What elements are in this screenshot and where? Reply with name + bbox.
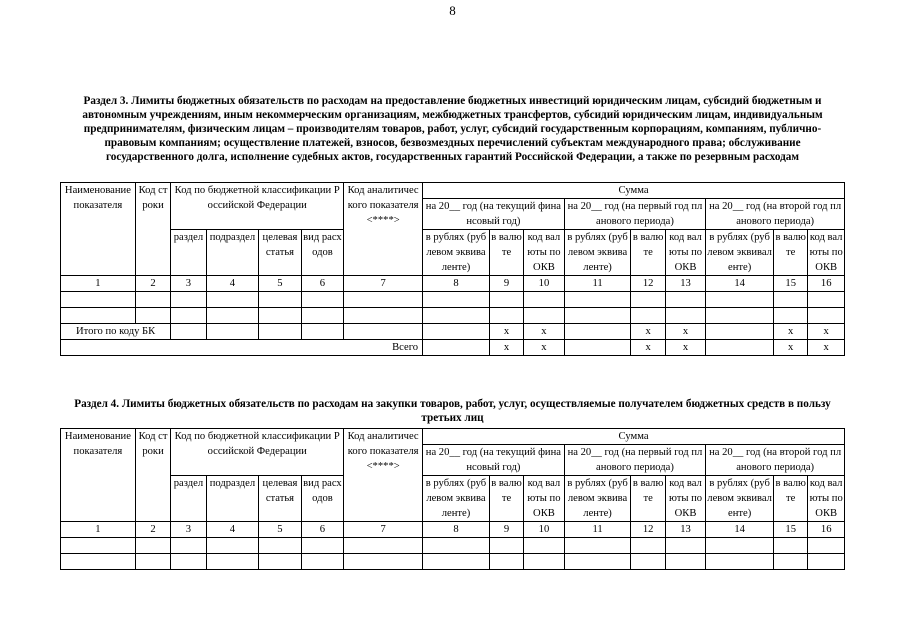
header-currency-code: код валюты по ОКВ [808,230,845,276]
header-year-current: на 20__ год (на текущий финансовый год) [423,445,565,476]
col-num: 1 [61,522,136,538]
col-num: 2 [135,276,170,292]
col-num: 9 [489,276,523,292]
header-rubles: в рублях (рублевом эквиваленте) [564,476,631,522]
header-rubles: в рублях (рублевом эквиваленте) [423,230,490,276]
header-sum: Сумма [423,429,845,445]
col-num: 10 [524,276,564,292]
x-mark: x [489,324,523,340]
header-section: раздел [171,230,206,276]
header-row-code: Код строки [135,183,170,276]
x-mark: x [774,324,808,340]
col-num: 5 [259,276,301,292]
header-currency: в валюте [489,230,523,276]
col-num: 12 [631,276,665,292]
header-analytic-code: Код аналитического показателя <****> [344,183,423,276]
header-year-first: на 20__ год (на первый год планового периода) [564,199,706,230]
col-num: 10 [524,522,564,538]
col-num: 3 [171,522,206,538]
header-year-second: на 20__ год (на второй год планового периода) [706,445,845,476]
col-num: 6 [301,276,344,292]
col-num: 2 [135,522,170,538]
col-num: 6 [301,522,344,538]
col-num: 5 [259,522,301,538]
col-num: 15 [774,276,808,292]
header-currency: в валюте [774,230,808,276]
x-mark: x [665,340,705,356]
x-mark: x [631,324,665,340]
x-mark: x [524,324,564,340]
col-num: 13 [665,276,705,292]
header-row [61,230,845,276]
column-number-row [61,522,845,538]
section-4-table [60,428,845,570]
x-mark: x [524,340,564,356]
header-name: Наименование показателя [61,429,136,522]
header-expense-type: вид расходов [301,230,344,276]
col-num: 9 [489,522,523,538]
total-by-kbk-row [61,324,845,340]
header-currency-code: код валюты по ОКВ [808,476,845,522]
col-num: 4 [206,276,259,292]
x-mark: x [808,340,845,356]
col-num: 13 [665,522,705,538]
header-currency: в валюте [631,230,665,276]
section-3-table [60,182,845,356]
section-3-title: Раздел 3. Лимиты бюджетных обязательств по расходам на предоставление бюджетных инвестиций юридическим лицам, субсидий бюджетным и автономным учреждениям, иным некоммерческим организациям, межбюджетных трансфертов, субсидий юридическим лицам, индивидуальным предпринимателям, физическим лицам – производителям товаров, работ, услуг, субсидий государственным корпорациям, компаниям, публично-правовым компаниям; осуществление платежей, взносов, безвозмездных перечислений субъектам международного права; обслуживание государственного долга, исполнение судебных актов, государственных гарантий Российской Федерации, а также по резервным расходам [82,95,823,163]
table-row [61,554,845,570]
x-mark: x [808,324,845,340]
col-num: 12 [631,522,665,538]
header-currency-code: код валюты по ОКВ [524,230,564,276]
header-analytic-code: Код аналитического показателя <****> [344,429,423,522]
total-by-kbk-label: Итого по коду БК [61,324,171,340]
header-rubles: в рублях (рублевом эквиваленте) [564,230,631,276]
col-num: 8 [423,276,490,292]
header-currency: в валюте [774,476,808,522]
grand-total-row [61,340,845,356]
header-row-code: Код строки [135,429,170,522]
header-rubles: в рублях (рублевом эквиваленте) [706,476,774,522]
x-mark: x [489,340,523,356]
x-mark: x [774,340,808,356]
col-num: 3 [171,276,206,292]
header-currency-code: код валюты по ОКВ [665,230,705,276]
header-section: раздел [171,476,206,522]
col-num: 4 [206,522,259,538]
header-currency-code: код валюты по ОКВ [524,476,564,522]
x-mark: x [631,340,665,356]
header-currency-code: код валюты по ОКВ [665,476,705,522]
column-number-row [61,276,845,292]
header-budget-code: Код по бюджетной классификации Российской Федерации [171,429,344,476]
header-target: целевая статья [259,230,301,276]
header-expense-type: вид расходов [301,476,344,522]
grand-total-label: Всего [61,340,423,356]
table-row [61,292,845,308]
page-number: 8 [449,3,456,18]
col-num: 14 [706,522,774,538]
header-currency: в валюте [631,476,665,522]
header-currency: в валюте [489,476,523,522]
header-subsection: подраздел [206,476,259,522]
col-num: 7 [344,276,423,292]
header-year-current: на 20__ год (на текущий финансовый год) [423,199,565,230]
header-rubles: в рублях (рублевом эквиваленте) [423,476,490,522]
table-row [61,538,845,554]
col-num: 1 [61,276,136,292]
header-row [61,183,845,199]
table-row [61,308,845,324]
header-year-second: на 20__ год (на второй год планового периода) [706,199,845,230]
header-rubles: в рублях (рублевом эквиваленте) [706,230,774,276]
col-num: 11 [564,276,631,292]
header-subsection: подраздел [206,230,259,276]
col-num: 16 [808,522,845,538]
header-target: целевая статья [259,476,301,522]
header-sum: Сумма [423,183,845,199]
col-num: 7 [344,522,423,538]
col-num: 14 [706,276,774,292]
header-name: Наименование показателя [61,183,136,276]
header-row [61,476,845,522]
header-row [61,429,845,445]
col-num: 8 [423,522,490,538]
header-budget-code: Код по бюджетной классификации Российской Федерации [171,183,344,230]
section-4-title: Раздел 4. Лимиты бюджетных обязательств по расходам на закупки товаров, работ, услуг, осуществляемые получателем бюджетных средств в пользу третьих лиц [74,398,831,424]
header-year-first: на 20__ год (на первый год планового периода) [564,445,706,476]
col-num: 16 [808,276,845,292]
col-num: 15 [774,522,808,538]
col-num: 11 [564,522,631,538]
x-mark: x [665,324,705,340]
